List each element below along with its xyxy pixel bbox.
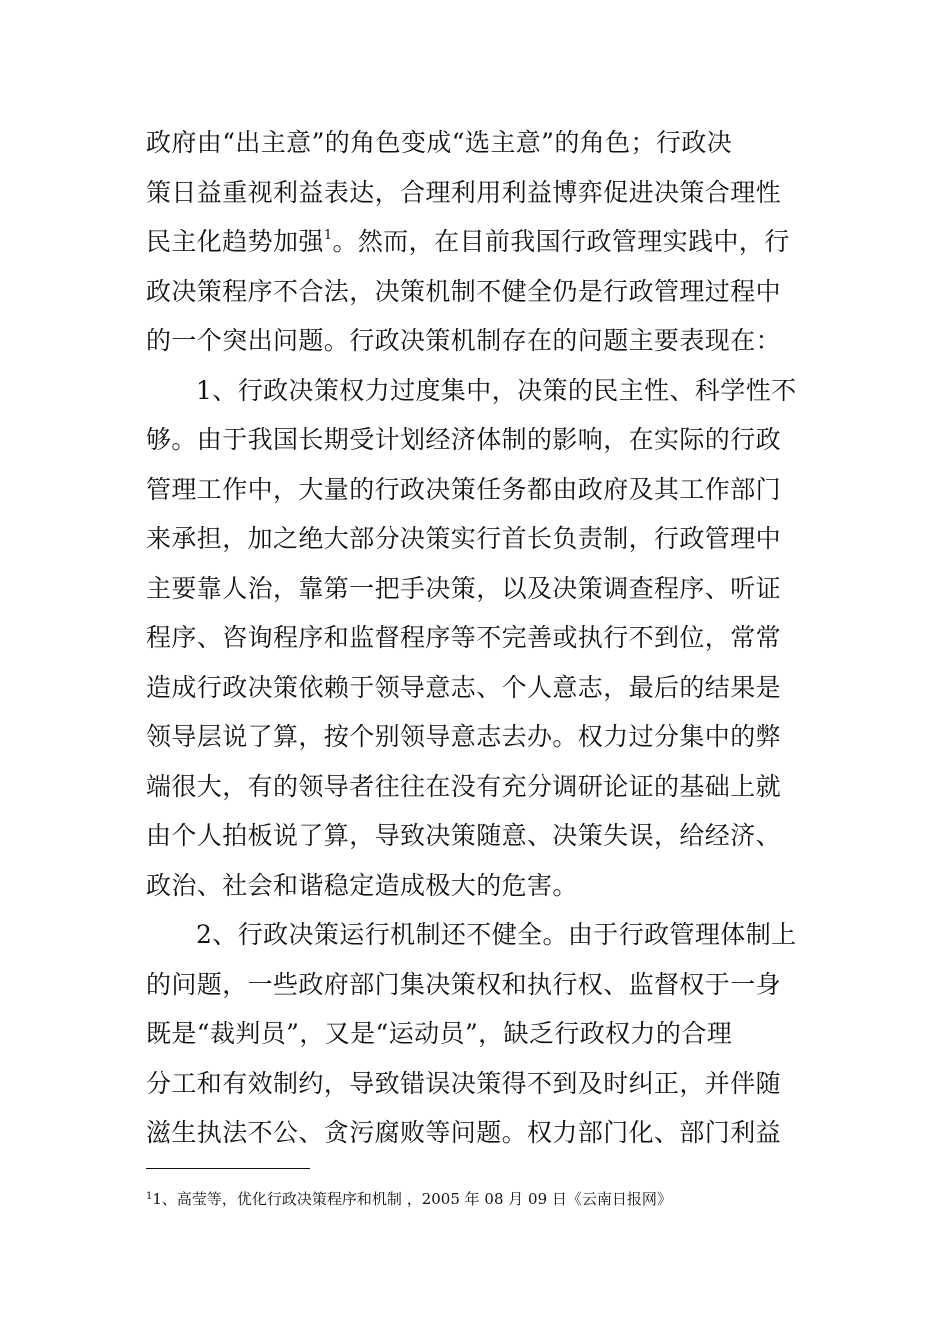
paragraph-start-line: 2、行政决策运行机制还不健全。由于行政管理体制上 bbox=[196, 920, 797, 949]
text-line: 主要靠人治，靠第一把手决策，以及决策调查程序、听证 bbox=[146, 573, 782, 603]
text-line: 政治、社会和谐稳定造成极大的危害。 bbox=[146, 870, 578, 900]
text-line: 分工和有效制约，导致错误决策得不到及时纠正，并伴随 bbox=[146, 1068, 782, 1098]
text-line: 的一个突出问题。行政决策机制存在的问题主要表现在： bbox=[146, 326, 782, 355]
text-line: 既是“裁判员”，又是“运动员”，缺乏行政权力的合理 bbox=[146, 1019, 733, 1048]
text-line: 程序、咨询程序和监督程序等不完善或执行不到位，常常 bbox=[146, 623, 782, 652]
text-line: 由个人拍板说了算，导致决策随意、决策失误，给经济、 bbox=[146, 821, 782, 850]
text-line: 管理工作中，大量的行政决策任务都由政府及其工作部门 bbox=[146, 474, 782, 504]
text-line: 政决策程序不合法，决策机制不健全仍是行政管理过程中 bbox=[146, 276, 782, 306]
text-line: 滋生执法不公、贪污腐败等问题。权力部门化、部门利益 bbox=[146, 1118, 782, 1147]
text-line: 领导层说了算，按个别领导意志去办。权力过分集中的弊 bbox=[146, 722, 782, 751]
text-line: 造成行政决策依赖于领导意志、个人意志，最后的结果是 bbox=[146, 672, 782, 702]
text-segment: 民主化趋势加强 bbox=[146, 227, 324, 256]
body-text bbox=[146, 118, 810, 1158]
text-line: 的问题，一些政府部门集决策权和执行权、监督权于一身 bbox=[146, 969, 782, 999]
footnote bbox=[146, 1188, 672, 1210]
footnote-mark: 1 bbox=[146, 1191, 153, 1202]
text-line: 来承担，加之绝大部分决策实行首长负责制，行政管理中 bbox=[146, 524, 782, 553]
text-line bbox=[146, 217, 810, 267]
text-line: 政府由“出主意”的角色变成“选主意”的角色；行政决 bbox=[146, 128, 733, 157]
text-line: 策日益重视利益表达，合理利用利益博弈促进决策合理性 bbox=[146, 177, 782, 207]
text-line: 够。由于我国长期受计划经济体制的影响，在实际的行政 bbox=[146, 425, 782, 454]
footnote-reference[interactable]: 1 bbox=[323, 228, 333, 243]
paragraph-start-line: 1、行政决策权力过度集中，决策的民主性、科学性不 bbox=[196, 375, 797, 405]
footnote-text: 1、高莹等，优化行政决策程序和机制 ，2005 年 08 月 09 日《云南日报网》 bbox=[152, 1190, 672, 1208]
footnote-separator bbox=[146, 1168, 310, 1169]
text-segment: 。然而，在目前我国行政管理实践中，行 bbox=[332, 227, 790, 256]
text-line: 端很大，有的领导者往往在没有充分调研论证的基础上就 bbox=[146, 771, 782, 801]
